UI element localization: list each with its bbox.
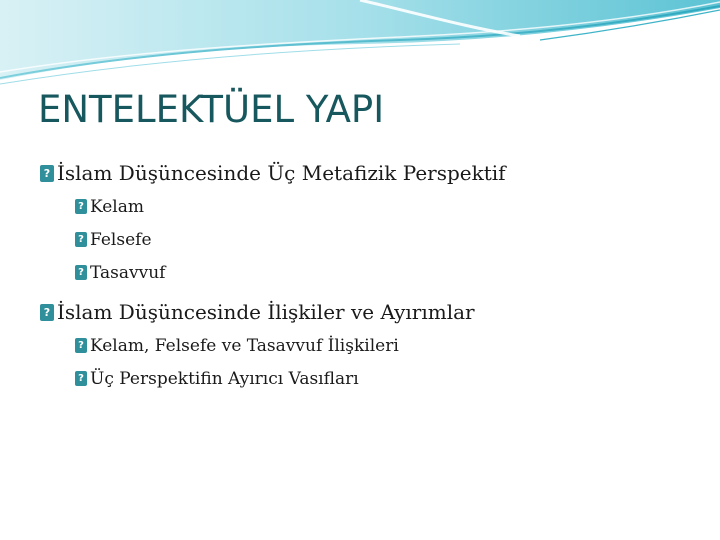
bullet-heading-2 xyxy=(40,294,690,330)
slide-content xyxy=(40,155,690,396)
sub-bullet-item xyxy=(40,330,690,363)
bullet-icon xyxy=(75,371,87,386)
heading-text: İslam Düşüncesinde Üç Metafizik Perspektif xyxy=(57,161,506,185)
sub-bullet-item xyxy=(40,363,690,396)
bullet-heading-1 xyxy=(40,155,690,191)
bullet-icon xyxy=(40,165,54,182)
item-text: Felsefe xyxy=(90,230,152,250)
item-text: Üç Perspektifin Ayırıcı Vasıfları xyxy=(90,369,359,389)
item-text: Kelam xyxy=(90,197,144,217)
heading-text: İslam Düşüncesinde İlişkiler ve Ayırımlar xyxy=(57,300,475,324)
item-text: Tasavvuf xyxy=(90,263,166,283)
bullet-icon xyxy=(40,304,54,321)
slide-title: ENTELEKTÜEL YAPI xyxy=(38,88,385,131)
bullet-icon xyxy=(75,338,87,353)
bullet-icon xyxy=(75,232,87,247)
sub-bullet-item xyxy=(40,257,690,290)
sub-bullet-item xyxy=(40,224,690,257)
bullet-icon xyxy=(75,265,87,280)
header-wave-decoration xyxy=(0,0,720,90)
bullet-icon xyxy=(75,199,87,214)
sub-bullet-item xyxy=(40,191,690,224)
item-text: Kelam, Felsefe ve Tasavvuf İlişkileri xyxy=(90,336,399,356)
